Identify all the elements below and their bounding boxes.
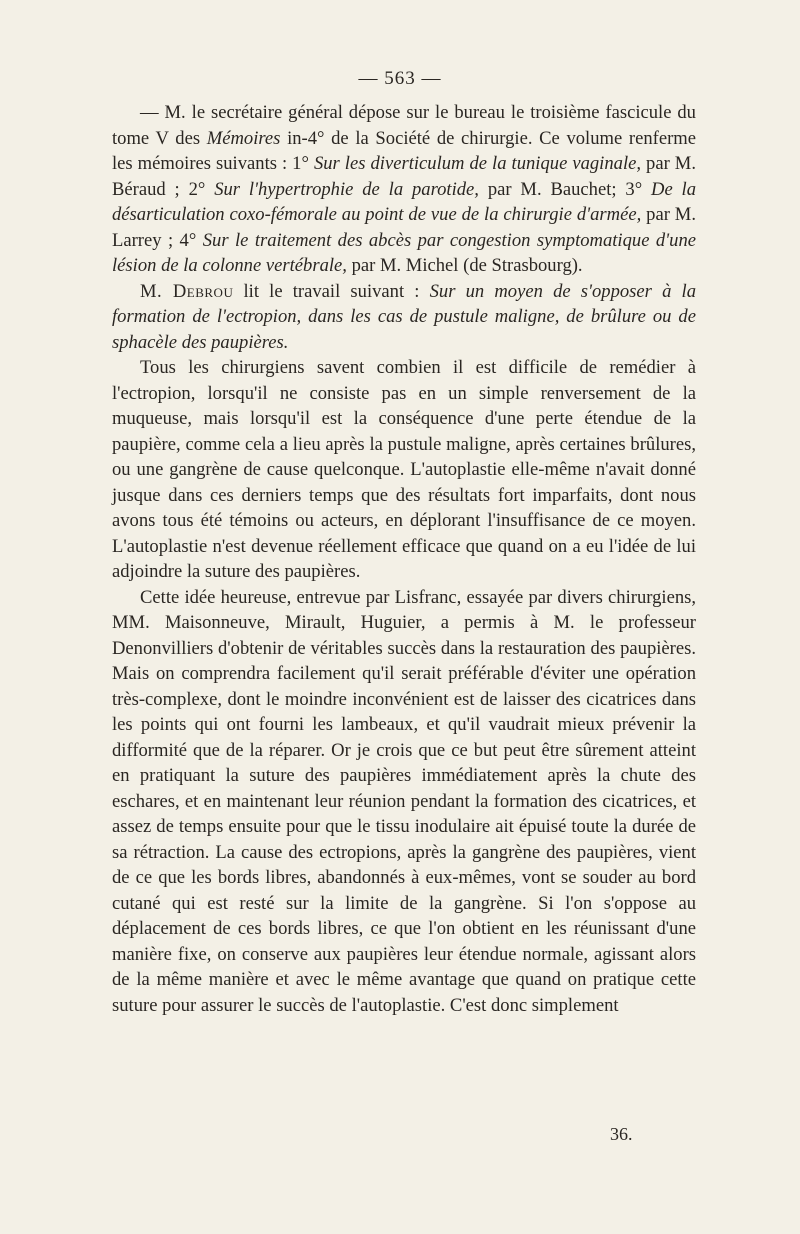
p0-part-1: Mémoires	[206, 127, 281, 149]
paragraph-announcement	[112, 100, 696, 279]
paragraph-lead: — M.	[140, 102, 186, 123]
p2-part-0: Tous les chirurgiens savent combien il est difficile de remédier à l'ectropion, lorsqu'il ne consiste pas en un simple renversement de la muqueuse, mais lorsqu'il est la conséquence d'une perte étendue de la paupière, comme cela a lieu après la pustule maligne, après certaines brûlures, ou une gangrène de cause quelconque. L'autoplastie elle-même n'avait donné jusque dans ces derniers temps que des résultats fort imparfaits, dont nous avons tous été témoins ou acteurs, en déplorant l'insuffisance de ce moyen. L'autoplastie n'est devenue réellement efficace que quand on a eu l'idée de lui adjoindre la suture des paupières.	[112, 357, 696, 582]
p1-part-1: Sur un moyen de s'opposer à la formation de l'ectropion, dans les cas de pustule maligne, de brûlure ou de sphacèle des paupières.	[112, 280, 696, 353]
p0-part-4: par M. Béraud ; 2°	[112, 153, 696, 200]
speaker-name: M. Debrou	[140, 280, 234, 302]
p0-part-8: par M. Larrey ; 4°	[112, 204, 696, 251]
p0-part-9: Sur le traitement des abcès par congestion symptomatique d'une lésion de la colonne vertébrale,	[112, 229, 696, 276]
paragraph-body-1	[112, 355, 696, 585]
paragraph-debrou-title	[112, 279, 696, 356]
p3-part-0: Cette idée heureuse, entrevue par Lisfranc, essayée par divers chirurgiens, MM. Maisonneuve, Mirault, Huguier, a permis à M. le professeur Denonvilliers d'obtenir de véritables succès dans la restauration des paupières. Mais on comprendra facilement qu'il serait préférable d'éviter une opération très-complexe, dont le moindre inconvénient est de laisser des cicatrices dans les points qui ont fourni les lambeaux, et qu'il vaudrait mieux prévenir la difformité que de la réparer. Or je crois que ce but peut être sûrement atteint en pratiquant la suture des paupières immédiatement après la chute des eschares, et en maintenant leur réunion pendant la formation des cicatrices, et assez de temps ensuite pour que le tissu inodulaire ait épuisé toute la durée de sa rétraction. La cause des ectropions, après la gangrène des paupières, vient de ce que les bords libres, abandonnés à eux-mêmes, vont se souder au bord cutané qui est resté sur la limite de la gangrène. Si l'on s'oppose au déplacement de ces bords libres, ce que l'on obtient en les réunissant d'une manière fixe, on conserve aux paupières leur étendue normale, agissant alors de la même manière et avec le même avantage que quand on pratique cette suture pour assurer le succès de l'autoplastie. C'est donc simplement	[112, 586, 696, 1016]
p0-part-2: in-4° de la Société de chirurgie. Ce volume renferme les mémoires suivants : 1°	[112, 127, 696, 174]
page-number: — 563 —	[358, 68, 442, 89]
p0-part-6: par M. Bauchet; 3°	[478, 178, 652, 200]
p1-part-0: lit le travail suivant :	[233, 280, 430, 302]
p0-part-10: par M. Michel (de Strasbourg).	[346, 255, 583, 276]
p0-part-0: le secrétaire général dépose sur le bureau le troisième fascicule du tome V des	[112, 102, 696, 149]
page-body	[112, 100, 696, 1018]
p0-part-7: De la désarticulation coxo-fémorale au point de vue de la chirurgie d'armée,	[112, 178, 697, 225]
paragraph-body-2	[112, 585, 696, 1019]
p0-part-5: Sur l'hypertrophie de la parotide,	[214, 178, 479, 200]
signature-mark: 36.	[610, 1124, 633, 1144]
p0-part-3: Sur les diverticulum de la tunique vaginale,	[313, 153, 642, 174]
